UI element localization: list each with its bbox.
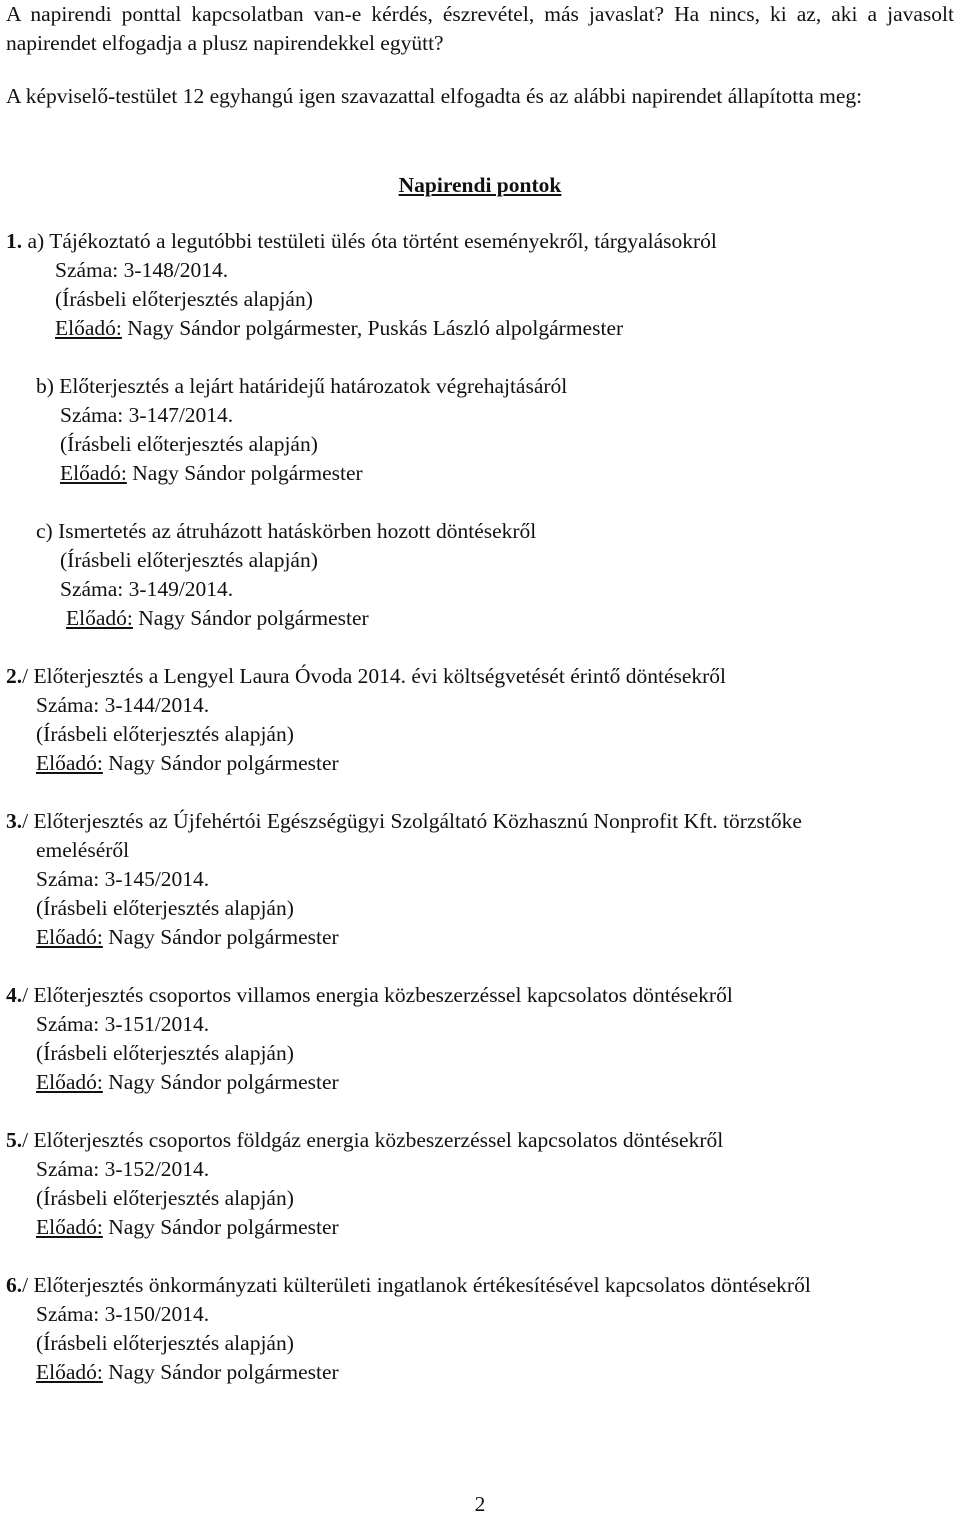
item3-number: 3. — [6, 809, 23, 833]
presenter-label: Előadó: — [36, 1070, 103, 1094]
item1-a-number: Száma: 3-148/2014. — [55, 258, 229, 282]
item2-title: Előterjesztés a Lengyel Laura Óvoda 2014. évi költségvetését érintő döntésekről — [28, 664, 727, 688]
item1-b-presenter: Nagy Sándor polgármester — [132, 461, 363, 485]
item2-basis: (Írásbeli előterjesztés alapján) — [36, 722, 294, 746]
item6-presenter-line — [36, 1358, 339, 1387]
item1-c-number: Száma: 3-149/2014. — [60, 577, 234, 601]
item1-c-basis: (Írásbeli előterjesztés alapján) — [60, 548, 318, 572]
item5-presenter-line — [36, 1213, 339, 1242]
item1-c-presenter: Nagy Sándor polgármester — [138, 606, 369, 630]
item3-basis: (Írásbeli előterjesztés alapján) — [36, 896, 294, 920]
item6-presenter: Nagy Sándor polgármester — [108, 1360, 339, 1384]
item2-slash: / — [22, 664, 29, 688]
item3-title-cont: emeléséről — [36, 838, 130, 862]
item3-number-line: Száma: 3-145/2014. — [36, 867, 210, 891]
item2-presenter-line — [36, 749, 339, 778]
item4-slash: / — [22, 983, 29, 1007]
item1-a-basis: (Írásbeli előterjesztés alapján) — [55, 287, 313, 311]
item3-title: Előterjesztés az Újfehértói Egészségügyi Szolgáltató Közhasznú Nonprofit Kft. törzstőke — [28, 809, 802, 833]
item3-title-line — [6, 807, 802, 836]
item2-number: 2. — [6, 664, 23, 688]
item5-number: 5. — [6, 1128, 23, 1152]
item5-basis: (Írásbeli előterjesztés alapján) — [36, 1186, 294, 1210]
presenter-label: Előadó: — [66, 606, 133, 630]
item3-presenter: Nagy Sándor polgármester — [108, 925, 339, 949]
item5-title-line — [6, 1126, 723, 1155]
item1-a-presenter: Nagy Sándor polgármester, Puskás László alpolgármester — [127, 316, 624, 340]
presenter-label: Előadó: — [36, 925, 103, 949]
item6-number-line: Száma: 3-150/2014. — [36, 1302, 210, 1326]
item6-slash: / — [22, 1273, 29, 1297]
item1-a-presenter-line — [55, 314, 623, 343]
presenter-label: Előadó: — [36, 1215, 103, 1239]
item4-title: Előterjesztés csoportos villamos energia közbeszerzéssel kapcsolatos döntésekről — [28, 983, 733, 1007]
item2-presenter: Nagy Sándor polgármester — [108, 751, 339, 775]
item1-c-presenter-line — [66, 604, 369, 633]
presenter-label: Előadó: — [36, 1360, 103, 1384]
item6-basis: (Írásbeli előterjesztés alapján) — [36, 1331, 294, 1355]
agenda-heading: Napirendi pontok — [398, 173, 562, 197]
item1-b-presenter-line — [60, 459, 363, 488]
item6-title: Előterjesztés önkormányzati külterületi ingatlanok értékesítésével kapcsolatos döntésekről — [28, 1273, 811, 1297]
intro-decision: A képviselő-testület 12 egyhangú igen szavazattal elfogadta és az alábbi napirendet állapította meg: — [6, 84, 863, 108]
item3-slash: / — [22, 809, 29, 833]
item5-number-line: Száma: 3-152/2014. — [36, 1157, 210, 1181]
item1-a-title-line — [6, 227, 717, 256]
item1-c-title: c) Ismertetés az átruházott hatáskörben hozott döntésekről — [36, 519, 537, 543]
item1-b-basis: (Írásbeli előterjesztés alapján) — [60, 432, 318, 456]
item4-basis: (Írásbeli előterjesztés alapján) — [36, 1041, 294, 1065]
item4-number: 4. — [6, 983, 23, 1007]
item3-presenter-line — [36, 923, 339, 952]
item6-number: 6. — [6, 1273, 23, 1297]
item5-slash: / — [22, 1128, 29, 1152]
item5-title: Előterjesztés csoportos földgáz energia közbeszerzéssel kapcsolatos döntésekről — [28, 1128, 724, 1152]
item6-title-line — [6, 1271, 811, 1300]
item1-number: 1. — [6, 229, 23, 253]
item4-number-line: Száma: 3-151/2014. — [36, 1012, 210, 1036]
intro-question: A napirendi ponttal kapcsolatban van-e kérdés, észrevétel, más javaslat? Ha nincs, ki az, aki a javasolt napirendet elfogadja a plusz napirendekkel együtt? — [6, 2, 954, 55]
page-number: 2 — [474, 1492, 486, 1516]
item4-presenter: Nagy Sándor polgármester — [108, 1070, 339, 1094]
item1-a-title: a) Tájékoztató a legutóbbi testületi ülés óta történt eseményekről, tárgyalásokról — [27, 229, 717, 253]
item4-title-line — [6, 981, 733, 1010]
item1-b-number: Száma: 3-147/2014. — [60, 403, 234, 427]
item2-title-line — [6, 662, 726, 691]
presenter-label: Előadó: — [55, 316, 122, 340]
item1-b-title: b) Előterjesztés a lejárt határidejű határozatok végrehajtásáról — [36, 374, 568, 398]
presenter-label: Előadó: — [36, 751, 103, 775]
presenter-label: Előadó: — [60, 461, 127, 485]
item5-presenter: Nagy Sándor polgármester — [108, 1215, 339, 1239]
item2-number-line: Száma: 3-144/2014. — [36, 693, 210, 717]
item4-presenter-line — [36, 1068, 339, 1097]
